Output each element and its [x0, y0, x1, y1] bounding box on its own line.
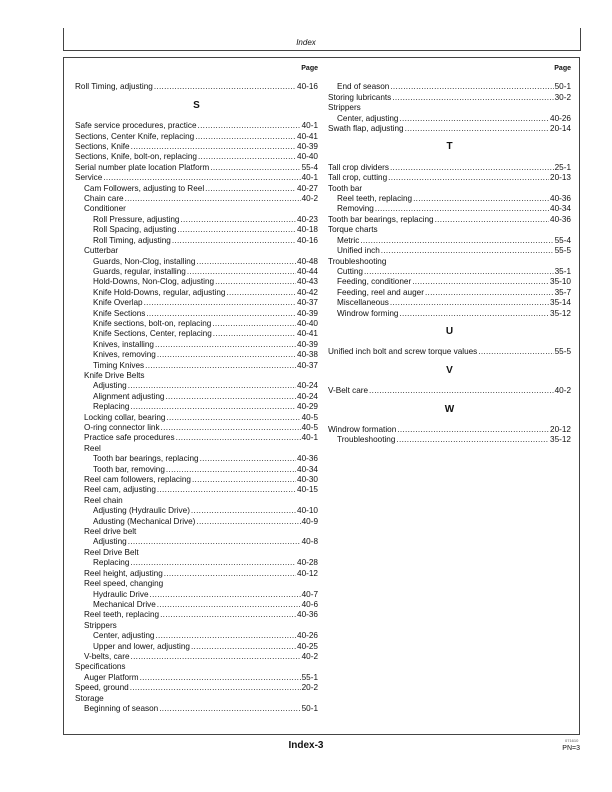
index-entry-page: 40-1	[301, 173, 318, 183]
footer-page-number: Index-3	[288, 740, 324, 751]
index-column-right	[328, 64, 571, 446]
index-entry	[75, 517, 318, 527]
dot-leader	[166, 465, 296, 475]
section-letter: U	[445, 325, 454, 337]
index-entry	[328, 93, 571, 103]
index-entry-page: 40-6	[301, 599, 318, 609]
index-entry	[328, 163, 571, 173]
index-entry-page: 40-25	[297, 641, 318, 651]
dot-leader	[157, 485, 296, 495]
index-entry	[328, 215, 571, 225]
dot-leader	[392, 93, 553, 103]
index-entry-page: 55-4	[301, 162, 318, 172]
index-entry-page: 35-12	[550, 308, 571, 318]
index-entry-page: 40-27	[297, 183, 318, 193]
dot-leader	[157, 350, 296, 360]
dot-leader	[205, 184, 296, 194]
index-entry-text: Adjusting	[93, 537, 127, 547]
index-entry	[75, 361, 318, 371]
index-entry-text: Knife Sections, Center, replacing	[93, 329, 212, 339]
index-entry-text: Locking collar, bearing	[84, 412, 166, 422]
dot-leader	[375, 204, 549, 214]
index-entry	[75, 215, 318, 225]
index-entry-page: 55-4	[554, 235, 571, 245]
dot-leader	[128, 537, 301, 547]
index-entry-page: 40-23	[297, 214, 318, 224]
dot-leader	[364, 267, 554, 277]
index-entry	[75, 277, 318, 287]
dot-leader	[131, 652, 301, 662]
index-entry-page: 30-2	[554, 92, 571, 102]
index-entry	[75, 163, 318, 173]
index-entry-text: Knife sections, bolt-on, replacing	[93, 318, 212, 328]
index-entry-text: Speed, ground	[75, 683, 129, 693]
index-entry-text: Troubleshooting	[337, 435, 396, 445]
index-group-label: Troubleshooting	[328, 256, 387, 266]
index-entry-page: 40-38	[297, 350, 318, 360]
index-entry	[328, 267, 571, 277]
index-entry	[75, 590, 318, 600]
index-entry-page: 35-1	[554, 266, 571, 276]
index-entry	[75, 475, 318, 485]
dot-leader	[166, 413, 300, 423]
index-entry	[75, 454, 318, 464]
dot-leader	[130, 402, 296, 412]
dot-leader	[381, 246, 554, 256]
index-entry-page: 40-5	[301, 412, 318, 422]
index-entry	[75, 506, 318, 516]
index-entry-page: 40-7	[301, 589, 318, 599]
index-entry-text: Windrow forming	[337, 308, 399, 318]
dot-leader	[103, 173, 300, 183]
index-entry-page: 40-40	[297, 318, 318, 328]
index-entry	[75, 267, 318, 277]
index-entry-text: Hydraulic Drive	[93, 589, 149, 599]
index-entry	[75, 537, 318, 547]
dot-leader	[196, 517, 300, 527]
index-entry-page: 40-36	[297, 610, 318, 620]
index-entry-page: 40-10	[297, 506, 318, 516]
index-entry-text: Metric	[337, 235, 360, 245]
index-entry-page: 50-1	[554, 82, 571, 92]
index-entry	[75, 465, 318, 475]
index-entry-page: 40-34	[297, 464, 318, 474]
index-entry-page: 40-43	[297, 277, 318, 287]
index-entry-page: 40-39	[297, 308, 318, 318]
index-entry-page: 20-13	[550, 173, 571, 183]
index-entry	[328, 114, 571, 124]
index-entry-page: 40-15	[297, 485, 318, 495]
section-letter: T	[446, 141, 453, 153]
dot-leader	[226, 288, 296, 298]
index-entry-text: Knife Hold-Downs, regular, adjusting	[93, 287, 226, 297]
index-entry-text: Unified inch	[337, 246, 380, 256]
index-entry-text: Tall crop dividers	[328, 162, 389, 172]
index-group-label: Reel Drive Belt	[84, 547, 139, 557]
footer-pn: PN=3	[562, 745, 580, 752]
section-letter: S	[193, 99, 200, 111]
index-group-label: Knife Drive Belts	[84, 370, 145, 380]
index-entry-page: 40-41	[297, 131, 318, 141]
index-entry-page: 40-48	[297, 256, 318, 266]
index-entry-text: Knife Overlap	[93, 298, 143, 308]
index-group-label: Reel drive belt	[84, 527, 137, 537]
page-column-label: Page	[301, 65, 318, 72]
index-entry	[328, 173, 571, 183]
index-entry	[328, 298, 571, 308]
index-entry	[75, 319, 318, 329]
index-entry-page: 40-16	[297, 82, 318, 92]
index-entry	[75, 225, 318, 235]
index-entry-text: Tooth bar bearings, replacing	[328, 214, 434, 224]
index-entry	[75, 184, 318, 194]
index-entry-page: 40-5	[301, 423, 318, 432]
index-entry-text: Safe service procedures, practice	[75, 121, 197, 131]
dot-leader	[412, 277, 549, 287]
index-entry	[75, 132, 318, 142]
index-entry-page: 40-40	[297, 152, 318, 162]
index-entry-text: Reel height, adjusting	[84, 568, 163, 578]
dot-leader	[478, 347, 553, 357]
dot-leader	[131, 142, 296, 152]
dot-leader	[130, 683, 301, 693]
index-entry	[328, 124, 571, 134]
index-entry	[75, 329, 318, 339]
header-rule	[63, 50, 581, 51]
index-entry	[328, 347, 571, 357]
index-entry	[75, 433, 318, 443]
index-entry-text: Reel cam followers, replacing	[84, 475, 191, 485]
index-entry	[75, 309, 318, 319]
index-entry	[328, 386, 571, 396]
index-entry-text: V-Belt care	[328, 386, 369, 396]
index-entry-page: 40-26	[297, 631, 318, 641]
index-group-label: Specifications	[75, 662, 126, 672]
index-group-label: Strippers	[328, 103, 361, 113]
index-group-label: Strippers	[84, 620, 117, 630]
index-entry-text: Chain care	[84, 194, 124, 204]
index-entry-text: Cutting	[337, 266, 363, 276]
index-entry-text: Adjusting	[93, 381, 127, 391]
dot-leader	[413, 194, 549, 204]
index-entry	[328, 425, 571, 435]
index-entry-page: 20-12	[550, 424, 571, 434]
index-entry	[75, 392, 318, 402]
index-entry-text: Alignment adjusting	[93, 391, 165, 401]
index-entry-text: Windrow formation	[328, 424, 397, 434]
index-entry	[75, 257, 318, 267]
index-entry-text: Sections, Knife	[75, 142, 130, 152]
index-entry	[75, 402, 318, 412]
index-entry-page: 55-1	[301, 672, 318, 682]
index-entry-page: 50-1	[301, 703, 318, 713]
index-entry-text: Adjusting (Hydraulic Drive)	[93, 506, 190, 516]
index-entry-page: 40-34	[550, 204, 571, 214]
dot-leader	[212, 319, 296, 329]
dot-leader	[140, 673, 301, 683]
index-entry-page: 20-2	[301, 683, 318, 693]
index-entry-page: 40-2	[301, 194, 318, 204]
dot-leader	[200, 454, 296, 464]
index-entry-page: 40-42	[297, 287, 318, 297]
index-entry-page: 40-26	[550, 113, 571, 123]
index-entry-page: 35-14	[550, 298, 571, 308]
index-entry	[75, 704, 318, 714]
index-entry	[75, 610, 318, 620]
index-entry-text: Replacing	[93, 558, 130, 568]
dot-leader	[397, 425, 549, 435]
dot-leader	[172, 236, 296, 246]
dot-leader	[215, 277, 296, 287]
running-header-title: Index	[296, 38, 316, 47]
index-entry-text: Auger Platform	[84, 672, 139, 682]
index-entry-text: Mechanical Drive	[93, 599, 156, 609]
index-entry-text: Roll Timing, adjusting	[93, 235, 171, 245]
index-entry-text: Practice safe procedures	[84, 433, 175, 443]
index-entry	[75, 340, 318, 350]
dot-leader	[210, 163, 300, 173]
index-entry-text: Roll Timing, adjusting	[75, 82, 153, 92]
dot-leader	[198, 152, 296, 162]
index-entry-text: Tooth bar, removing	[93, 464, 165, 474]
index-entry	[328, 277, 571, 287]
index-entry-text: O-ring connector link	[84, 423, 160, 432]
index-entry-text: Beginning of season	[84, 703, 159, 713]
dot-leader	[425, 288, 554, 298]
index-entry-text: Reel cam, adjusting	[84, 485, 156, 495]
page-column-label: Page	[554, 65, 571, 72]
index-entry-page: 35-12	[550, 435, 571, 445]
dot-leader	[187, 267, 296, 277]
dot-leader	[213, 329, 296, 339]
dot-leader	[192, 475, 296, 485]
index-entry	[75, 288, 318, 298]
index-entry-page: 40-18	[297, 225, 318, 235]
dot-leader	[176, 433, 301, 443]
index-entry-text: Timing Knives	[93, 360, 145, 370]
index-entry	[328, 309, 571, 319]
index-entry-text: Removing	[337, 204, 374, 214]
index-entry-text: Service	[75, 173, 103, 183]
index-entry-text: Sections, Center Knife, replacing	[75, 131, 195, 141]
index-entry-page: 35-10	[550, 277, 571, 287]
index-entry-page: 40-36	[550, 214, 571, 224]
index-entry-page: 25-1	[554, 162, 571, 172]
dot-leader	[165, 392, 296, 402]
index-entry	[328, 288, 571, 298]
index-entry-page: 55-5	[554, 347, 571, 357]
index-entry	[75, 298, 318, 308]
index-entry-text: Roll Spacing, adjusting	[93, 225, 177, 235]
index-entry-page: 20-14	[550, 124, 571, 134]
index-entry	[75, 381, 318, 391]
index-group-label: Storage	[75, 693, 104, 703]
index-entry-page: 40-24	[297, 381, 318, 391]
index-entry-text: Upper and lower, adjusting	[93, 641, 190, 651]
index-entry-text: Guards, regular, installing	[93, 266, 186, 276]
index-group-label: Reel	[84, 443, 101, 453]
index-entry-text: V-belts, care	[84, 651, 130, 661]
index-entry-text: Hold-Downs, Non-Clog, adjusting	[93, 277, 215, 287]
dot-leader	[390, 298, 549, 308]
index-entry-text: Adusting (Mechanical Drive)	[93, 516, 196, 526]
index-entry-text: Center, adjusting	[93, 631, 155, 641]
dot-leader	[399, 309, 549, 319]
index-entry-page: 40-2	[554, 386, 571, 396]
index-entry-text: Serial number plate location Platform	[75, 162, 210, 172]
dot-leader	[180, 215, 296, 225]
index-entry-text: Miscellaneous	[337, 298, 389, 308]
index-entry-page: 40-39	[297, 142, 318, 152]
index-entry-page: 40-12	[297, 568, 318, 578]
index-entry-page: 40-8	[301, 537, 318, 547]
index-entry-text: Feeding, conditioner	[337, 277, 412, 287]
index-entry-text: Tall crop, cutting	[328, 173, 388, 183]
index-entry-text: Sections, Knife, bolt-on, replacing	[75, 152, 197, 162]
index-entry-text: Knives, installing	[93, 339, 154, 349]
index-entry-text: Feeding, reel and auger	[337, 287, 424, 297]
dot-leader	[146, 309, 296, 319]
index-entry	[75, 82, 318, 92]
index-entry-page: 40-39	[297, 339, 318, 349]
dot-leader	[360, 236, 553, 246]
index-group-label: Tooth bar	[328, 183, 363, 193]
index-entry-page: 40-9	[301, 516, 318, 526]
index-entry-text: Reel teeth, replacing	[337, 194, 413, 204]
index-entry-text: Knives, removing	[93, 350, 156, 360]
dot-leader	[390, 163, 554, 173]
index-entry-page: 40-24	[297, 391, 318, 401]
index-entry	[328, 236, 571, 246]
dot-leader	[161, 423, 301, 433]
index-entry-page: 40-36	[297, 454, 318, 464]
index-group-label: Cutterbar	[84, 246, 119, 256]
index-entry-page: 40-1	[301, 433, 318, 443]
index-entry-page: 40-1	[301, 121, 318, 131]
index-entry-text: Roll Pressure, adjusting	[93, 214, 180, 224]
index-entry	[75, 142, 318, 152]
index-entry-text: Unified inch bolt and screw torque values	[328, 347, 478, 357]
index-column-left	[75, 64, 318, 714]
index-entry-text: Storing lubricants	[328, 92, 392, 102]
dot-leader	[388, 173, 549, 183]
index-entry	[75, 569, 318, 579]
index-entry-text: Replacing	[93, 402, 130, 412]
dot-leader	[125, 194, 301, 204]
dot-leader	[155, 631, 296, 641]
dot-leader	[191, 642, 296, 652]
index-entry	[328, 246, 571, 256]
index-entry	[328, 435, 571, 445]
dot-leader	[154, 82, 296, 92]
index-entry-page: 40-28	[297, 558, 318, 568]
index-entry-page: 40-30	[297, 475, 318, 485]
index-entry	[75, 642, 318, 652]
index-entry-text: End of season	[337, 82, 390, 92]
index-entry-page: 35-7	[554, 287, 571, 297]
dot-leader	[157, 600, 301, 610]
footer-code: 071610	[565, 738, 579, 743]
index-entry	[75, 485, 318, 495]
index-entry-text: Center, adjusting	[337, 113, 399, 123]
dot-leader	[144, 298, 296, 308]
index-entry	[75, 652, 318, 662]
index-group-label: Reel speed, changing	[84, 579, 164, 589]
index-entry-page: 40-29	[297, 402, 318, 412]
index-entry	[328, 194, 571, 204]
dot-leader	[177, 225, 296, 235]
dot-leader	[191, 506, 296, 516]
index-entry	[75, 423, 318, 433]
index-entry	[75, 600, 318, 610]
index-entry	[75, 683, 318, 693]
index-entry-page: 40-37	[297, 360, 318, 370]
index-entry	[75, 236, 318, 246]
dot-leader	[396, 435, 549, 445]
index-entry-page: 40-44	[297, 266, 318, 276]
dot-leader	[145, 361, 296, 371]
dot-leader	[195, 132, 296, 142]
dot-leader	[399, 114, 549, 124]
dot-leader	[196, 257, 296, 267]
dot-leader	[160, 610, 296, 620]
dot-leader	[405, 124, 549, 134]
index-entry	[75, 413, 318, 423]
dot-leader	[164, 569, 296, 579]
dot-leader	[155, 340, 296, 350]
dot-leader	[159, 704, 300, 714]
index-entry	[75, 673, 318, 683]
index-entry-page: 40-16	[297, 235, 318, 245]
index-entry	[328, 82, 571, 92]
index-entry	[75, 350, 318, 360]
index-entry	[75, 121, 318, 131]
dot-leader	[198, 121, 301, 131]
index-entry	[75, 152, 318, 162]
index-entry	[75, 194, 318, 204]
index-entry-text: Reel teeth, replacing	[84, 610, 160, 620]
index-entry-text: Tooth bar bearings, replacing	[93, 454, 199, 464]
index-entry-page: 40-2	[301, 651, 318, 661]
index-group-label: Reel chain	[84, 495, 123, 505]
index-entry-text: Knife Sections	[93, 308, 146, 318]
dot-leader	[150, 590, 301, 600]
index-entry	[328, 204, 571, 214]
index-entry	[75, 173, 318, 183]
index-entry-text: Cam Followers, adjusting to Reel	[84, 183, 205, 193]
index-entry	[75, 558, 318, 568]
dot-leader	[390, 82, 553, 92]
dot-leader	[435, 215, 549, 225]
dot-leader	[130, 558, 296, 568]
index-entry-page: 40-41	[297, 329, 318, 339]
dot-leader	[369, 386, 554, 396]
index-entry-page: 40-36	[550, 194, 571, 204]
index-group-label: Torque charts	[328, 225, 378, 235]
index-entry-text: Guards, Non-Clog, installing	[93, 256, 196, 266]
index-entry	[75, 631, 318, 641]
index-entry-page: 40-37	[297, 298, 318, 308]
index-group-label: Conditioner	[84, 204, 126, 214]
index-entry-text: Swath flap, adjusting	[328, 124, 404, 134]
section-letter: V	[446, 364, 453, 376]
index-entry-page: 55-5	[554, 246, 571, 256]
dot-leader	[128, 381, 296, 391]
section-letter: W	[444, 403, 455, 415]
